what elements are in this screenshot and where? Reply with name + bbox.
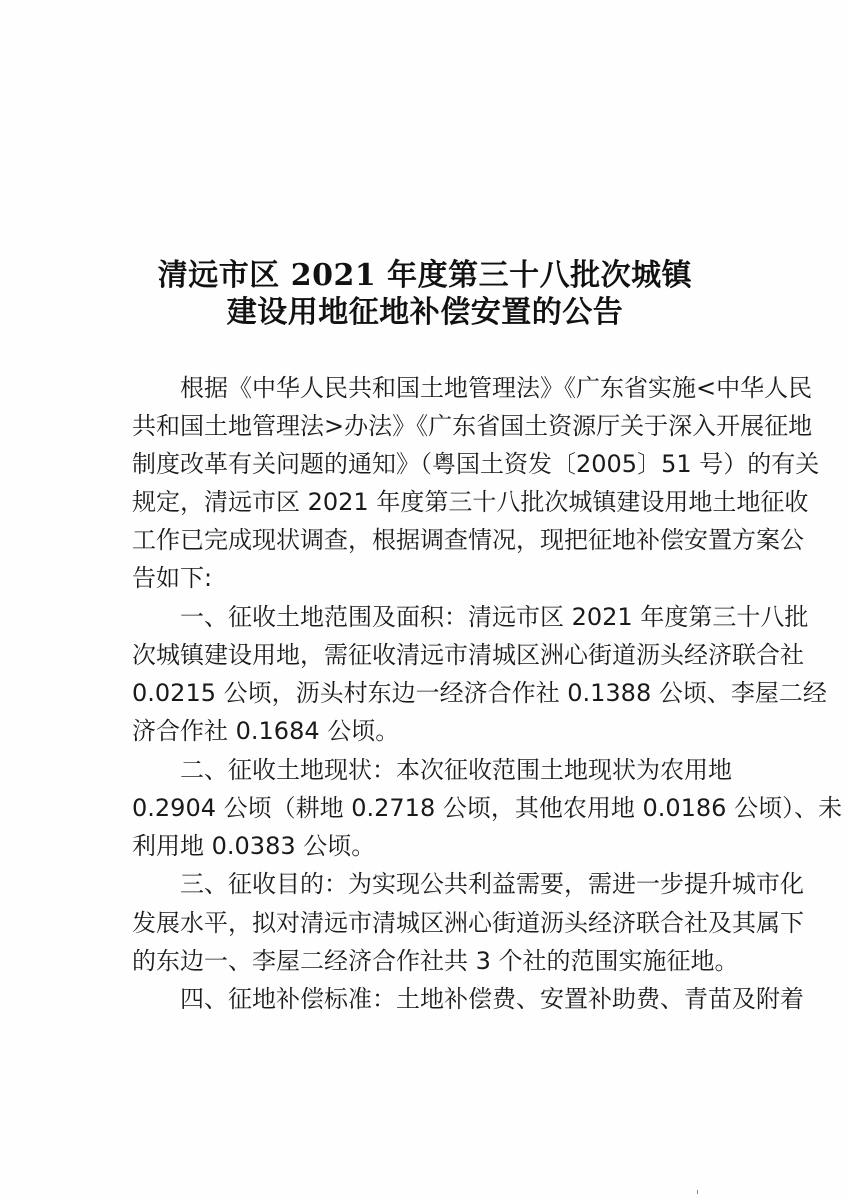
body-line: 二、征收土地现状：本次征收范围土地现状为农用地 [180,756,732,784]
body-line: 三、征收目的：为实现公共利益需要，需进一步提升城市化 [180,870,804,898]
document-title-line-1: 清远市区 2021 年度第三十八批次城镇 [157,258,693,293]
body-line: 共和国土地管理法>办法》《广东省国土资源厅关于深入开展征地 [132,412,813,440]
document-title-line-2: 建设用地征地补偿安置的公告 [226,295,624,330]
body-line: 0.0215 公顷，沥头村东边一经济合作社 0.1388 公顷、李屋二经 [132,679,827,707]
body-line: 利用地 0.0383 公顷。 [132,832,376,860]
body-line: 济合作社 0.1684 公顷。 [132,717,400,745]
scan-mark [697,1190,698,1194]
body-line: 发展水平，拟对清远市清城区洲心街道沥头经济联合社及其属下 [132,909,804,937]
body-line: 一、征收土地范围及面积：清远市区 2021 年度第三十八批 [180,603,809,631]
body-line: 次城镇建设用地，需征收清远市清城区洲心街道沥头经济联合社 [132,641,804,669]
body-line: 规定，清远市区 2021 年度第三十八批次城镇建设用地土地征收 [132,488,809,516]
body-line: 的东边一、李屋二经济合作社共 3 个社的范围实施征地。 [132,947,739,975]
body-line: 0.2904 公顷（耕地 0.2718 公顷，其他农用地 0.0186 公顷）、未 [132,794,843,822]
body-line: 告如下: [132,564,213,592]
body-line: 工作已完成现状调查，根据调查情况，现把征地补偿安置方案公 [132,526,804,554]
body-line: 制度改革有关问题的通知》（粤国土资发〔2005〕51 号）的有关 [132,450,820,478]
body-line: 四、征地补偿标准：土地补偿费、安置补助费、青苗及附着 [180,985,804,1013]
body-line: 根据《中华人民共和国土地管理法》《广东省实施<中华人民 [180,374,813,402]
